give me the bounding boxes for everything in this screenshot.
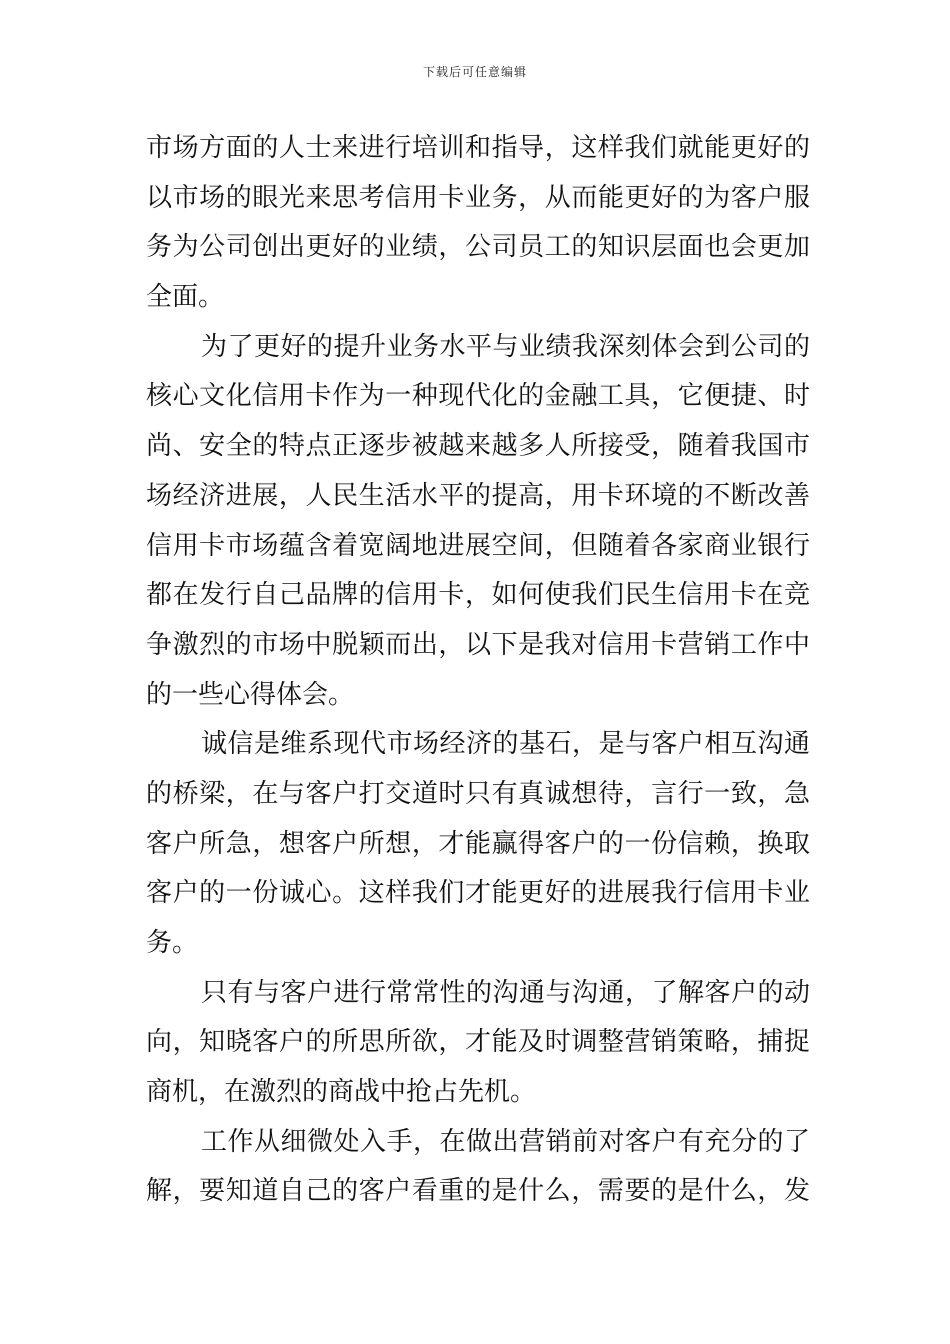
- text-line: 核心文化信用卡作为一种现代化的金融工具，它便捷、时: [146, 381, 810, 412]
- text-line: 全面。: [146, 282, 225, 313]
- text-line: 只有与客户进行常常性的沟通与沟通，了解客户的动: [201, 977, 810, 1008]
- document-body: [146, 124, 810, 1217]
- text-line: 客户的一份诚心。这样我们才能更好的进展我行信用卡业: [146, 878, 810, 909]
- page-header: 下载后可任意编辑: [422, 65, 527, 79]
- text-line: 解，要知道自己的客户看重的是什么，需要的是什么，发: [146, 1176, 810, 1207]
- text-line: 市场方面的人士来进行培训和指导，这样我们就能更好的: [146, 133, 810, 163]
- text-line: 工作从细微处入手，在做出营销前对客户有充分的了: [201, 1126, 810, 1157]
- text-line: 客户所急，想客户所想，才能赢得客户的一份信赖，换取: [146, 828, 810, 859]
- text-line: 务为公司创出更好的业绩，公司员工的知识层面也会更加: [146, 232, 810, 263]
- text-line: 的桥梁，在与客户打交道时只有真诚想待，言行一致，急: [146, 778, 810, 809]
- text-line: 场经济进展，人民生活水平的提高，用卡环境的不断改善: [146, 480, 810, 511]
- text-line: 信用卡市场蕴含着宽阔地进展空间，但随着各家商业银行: [146, 530, 810, 561]
- text-line: 尚、安全的特点正逐步被越来越多人所接受，随着我国市: [146, 431, 810, 462]
- text-line: 以市场的眼光来思考信用卡业务，从而能更好的为客户服: [146, 182, 810, 213]
- text-line: 诚信是维系现代市场经济的基石，是与客户相互沟通: [201, 729, 810, 760]
- text-line: 为了更好的提升业务水平与业绩我深刻体会到公司的: [201, 331, 810, 362]
- text-line: 争激烈的市场中脱颖而出，以下是我对信用卡营销工作中: [146, 629, 810, 660]
- text-line: 都在发行自己品牌的信用卡，如何使我们民生信用卡在竞: [146, 580, 810, 611]
- text-line: 商机，在激烈的商战中抢占先机。: [146, 1077, 537, 1108]
- text-line: 向，知晓客户的所思所欲，才能及时调整营销策略，捕捉: [146, 1027, 810, 1058]
- text-line: 的一些心得体会。: [146, 679, 355, 710]
- text-line: 务。: [146, 928, 199, 958]
